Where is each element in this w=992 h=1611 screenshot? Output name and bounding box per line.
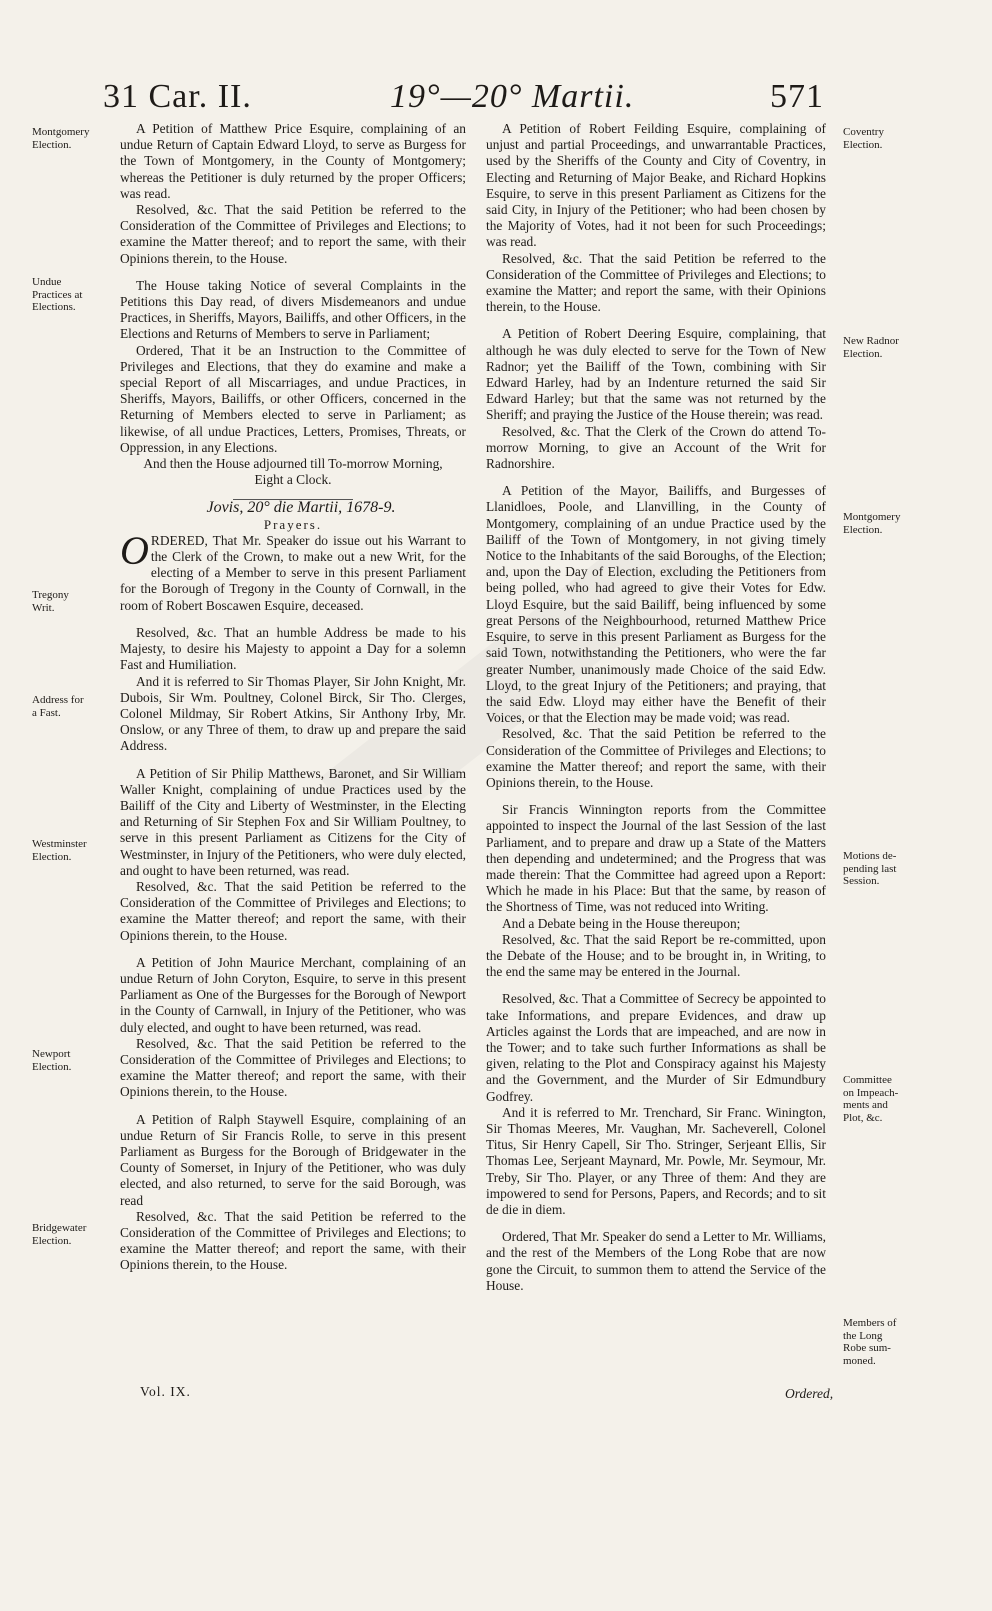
- day-heading: Jovis, 20° die Martii, 1678-9.: [206, 499, 396, 517]
- entry-bridgewater-election: [120, 1112, 466, 1274]
- prayers-heading: Prayers.: [263, 516, 323, 532]
- paragraph: Resolved, &c. That the said Petition be referred to the Consideration of the Committee of Privileges and Elections; to examine the Matter thereof; and report the same, with their Opinions therein, to the House.: [486, 726, 826, 790]
- entry-address-for-fast: [120, 625, 466, 755]
- margin-note: Newport Election.: [32, 1048, 72, 1073]
- entry-tregony-writ: [120, 527, 466, 614]
- margin-note: Coventry Election.: [843, 126, 884, 151]
- left-column: [120, 121, 466, 1285]
- margin-note: Address for a Fast.: [32, 694, 84, 719]
- paragraph: Resolved, &c. That the said Petition be referred to the Consideration of the Committee of Privileges and Elections; to examine the Matter thereof; and report the same, with their Opinions therein, to the House.: [120, 878, 466, 943]
- paragraph-text: RDERED, That Mr. Speaker do issue out his Warrant to the Clerk of the Crown, to make out a new Writ, for the electing of a Member to serve in this present Parliament for the Borough of Tregony in the County of Cornwall, in the room of Robert Boscawen Esquire, deceased.: [120, 532, 466, 613]
- paragraph: A Petition of Matthew Price Esquire, complaining of an undue Return of Captain Edward Lloyd, to serve as Burgess for the Town of Montgomery, in the County of Montgomery; whereas the Petitioner is duly returned by the proper Officers; was read.: [120, 121, 466, 201]
- paragraph: Resolved, &c. That the Clerk of the Crown do attend To-morrow Morning, to give an Account of the Writ for Radnorshire.: [486, 423, 826, 472]
- paragraph: Ordered, That Mr. Speaker do send a Letter to Mr. Williams, and the rest of the Members of the Long Robe that are now gone the Circuit, to summon them to attend the Service of the House.: [486, 1229, 826, 1293]
- margin-note: Undue Practices at Elections.: [32, 276, 83, 313]
- header-regnal-year: 31 Car. II.: [103, 78, 252, 115]
- margin-note: Committee on Impeach- ments and Plot, &c.: [843, 1074, 899, 1124]
- paragraph: Resolved, &c. That the said Petition be referred to the Consideration of the Committee of Privileges and Elections; to examine the Matter thereof; and report the same, with their Opinions therein, to the House.: [120, 1035, 466, 1100]
- paragraph: [120, 527, 466, 614]
- entry-new-radnor-election: [486, 326, 826, 472]
- paragraph: Resolved, &c. That the said Report be re-committed, upon the Debate of the House; and to be brought in, in Writing, to the end the same may be entered in the Journal.: [486, 931, 826, 980]
- paragraph: Resolved, &c. That the said Petition be referred to the Consideration of the Committee of Privileges and Elections; to examine the Matter thereof; and to report the same, with their Opinions therein, to the House.: [120, 202, 466, 266]
- paragraph: And it is referred to Mr. Trenchard, Sir Franc. Winington, Sir Thomas Meeres, Mr. Vaughan, Mr. Sacheverell, Colonel Titus, Sir Henry Capell, Sir Tho. Stringer, Serjeant Ellis, Sir Thomas Lee, Serjeant Maynard, Mr. Powle, Mr. Seymour, Mr. Treby, Sir Tho. Player, or any Three of them: And they are impowered to send for Persons, Papers, and Records; and to sit de die in diem.: [486, 1104, 826, 1217]
- paragraph: A Petition of John Maurice Merchant, complaining of an undue Return of John Coryton, Esquire, to serve in this present Parliament as One of the Burgesses for the Borough of Newport in the County of Carnwall, in Injury of the Petitioner, who was duly elected, and ought to have been returned, was read.: [120, 954, 466, 1035]
- entry-motions-depending: [486, 802, 826, 980]
- paragraph: Resolved, &c. That the said Petition be referred to the Consideration of the Committee of Privileges and Elections; to examine the Matter; and report the same, with their Opinions therein, to the House.: [486, 250, 826, 315]
- paragraph: A Petition of Robert Deering Esquire, complaining, that although he was duly elected to serve for the Town of New Radnor; yet the Bailiff of the Town, combining with Sir Edward Harley, had by an Indenture returned the said Sir Edward Harley; but that the same was not returned by the Sheriff; and praying the Justice of the House therein; was read.: [486, 326, 826, 423]
- paragraph: The House taking Notice of several Complaints in the Petitions this Day read, of divers Misdemeanors and undue Practices, in Sheriffs, Mayors, Bailiffs, and other Officers, in the Elections and Returns of Members to serve in Parliament;: [120, 277, 466, 342]
- page-header: [0, 78, 992, 124]
- paragraph: And it is referred to Sir Thomas Player, Sir John Knight, Mr. Dubois, Sir Wm. Poultney, Colonel Birck, Sir Tho. Clerges, Colonel Mildmay, Sir Robert Atkins, Sir Anthony Irby, Mr. Onslow, or any Three of them, to draw up and prepare the said Address.: [120, 673, 466, 754]
- margin-note: Motions de- pending last Session.: [843, 850, 897, 887]
- entry-coventry-election: [486, 121, 826, 315]
- entry-long-robe-summoned: [486, 1229, 826, 1294]
- entry-montgomery-election-2: [486, 483, 826, 791]
- entry-undue-practices: [120, 278, 466, 489]
- margin-note: Montgomery Election.: [843, 511, 901, 536]
- page-number: 571: [770, 78, 824, 115]
- paragraph: Resolved, &c. That a Committee of Secrecy be appointed to take Informations, and prepare Evidences, and draw up Articles against the Lords that are impeached, and are now in the Tower; and to take such further Informations as shall be given, relating to the Plot and Conspiracy against his Majesty and the Government, and the Murder of Sir Edmundbury Godfrey.: [486, 991, 826, 1104]
- adjournment-note: And then the House adjourned till To-morrow Morning, Eight a Clock.: [143, 456, 443, 488]
- paragraph: Sir Francis Winnington reports from the Committee appointed to inspect the Journal of the last Session of the last Parliament, and to prepare and draw up a State of the Matters then depending and undetermined; and the Progress that was made therein: That the Committee had agreed upon a Report: Which he made in his Place: But that the same, by reason of the Shortness of Time, was not reduced into Writing.: [486, 802, 826, 915]
- entry-montgomery-election: [120, 121, 466, 267]
- paragraph: A Petition of Robert Feilding Esquire, complaining of unjust and partial Proceedings, and unwarrantable Practices, used by the Sheriffs of the County and City of Coventry, in Electing and Returning of Major Beake, and Richard Hopkins Esquire, to serve in this present Parliament as Citizens for the said City, in Injury of the Petitioner; who had been chosen by the Majority of Votes, had it not been for such Proceedings; was read.: [486, 121, 826, 250]
- margin-note: Westminster Election.: [32, 838, 87, 863]
- catchword: Ordered,: [785, 1386, 834, 1401]
- entry-newport-election: [120, 955, 466, 1101]
- right-column: [486, 121, 826, 1305]
- paragraph: A Petition of Sir Philip Matthews, Baronet, and Sir William Waller Knight, complaining of undue Practices used by the Bailiff of the City and Liberty of Westminster, in the Electing and Returning of Sir Stephen Fox and Sir William Poultney, to serve in this present Parliament as Citizens for the City of Westminster, in Injury of the Petitioners, who were duly elected, and ought to have been returned, was read.: [120, 765, 466, 878]
- paragraph: Ordered, That it be an Instruction to the Committee of Privileges and Elections, that they do examine and make a special Report of all Miscarriages, and undue Practices, in Sheriffs, Mayors, Bailiffs, or other Officers, concerned in the Returning of Members elected to serve in Parliament; as likewise, of all undue Practices, Letters, Promises, Threats, or Oppression, in any Elections.: [120, 342, 466, 455]
- volume-signature: Vol. IX.: [140, 1384, 191, 1399]
- paragraph: And a Debate being in the House thereupon;: [502, 915, 741, 931]
- paragraph: Resolved, &c. That an humble Address be made to his Majesty, to desire his Majesty to appoint a Day for a solemn Fast and Humiliation.: [120, 624, 466, 673]
- margin-note: New Radnor Election.: [843, 335, 899, 360]
- paragraph: Resolved, &c. That the said Petition be referred to the Consideration of the Committee of Privileges and Elections; to examine the Matter thereof; and report the same, with their Opinions therein, to the House.: [120, 1208, 466, 1273]
- margin-note: Montgomery Election.: [32, 126, 90, 151]
- header-dates: 19°—20° Martii.: [390, 78, 635, 115]
- paragraph: A Petition of the Mayor, Bailiffs, and Burgesses of Llanidloes, Poole, and Llanvilling, in the County of Montgomery, complaining of an undue Practice used by the Bailiff of the Town of Montgomery, in not giving timely Notice to the Inhabitants of the said Boroughs, of the Election; and, upon the Day of Election, excluding the Petitioners from being polled, who had agreed to give their Votes for Edw. Lloyd Esquire, but the said Bailiff, being influenced by some great Persons of the Neighbourhood, returned Matthew Price Esquire, to serve in this present Parliament as Burgess for the said Town, notwithstanding the Petitioners, who were the far greater Number, unanimously made Choice of the said Edw. Lloyd, to the great Injury of the Petitioners; and praying, that the said Edw. Lloyd may either have the Benefit of their Voices, or that the Election may be made void; was read.: [486, 483, 826, 726]
- entry-committee-of-secrecy: [486, 991, 826, 1218]
- drop-cap: O: [120, 527, 149, 573]
- paragraph: A Petition of Ralph Staywell Esquire, complaining of an undue Return of Sir Francis Rolle, to serve in this present Parliament as Burgess for the Borough of Bridgewater in the County of Somerset, in Injury of the Petitioner, who was duly elected, and also returned, to serve for the said Borough, was read: [120, 1111, 466, 1208]
- entry-westminster-election: [120, 766, 466, 944]
- margin-note: Tregony Writ.: [32, 589, 69, 614]
- margin-note: Members of the Long Robe sum- moned.: [843, 1317, 897, 1367]
- margin-note: Bridgewater Election.: [32, 1222, 87, 1247]
